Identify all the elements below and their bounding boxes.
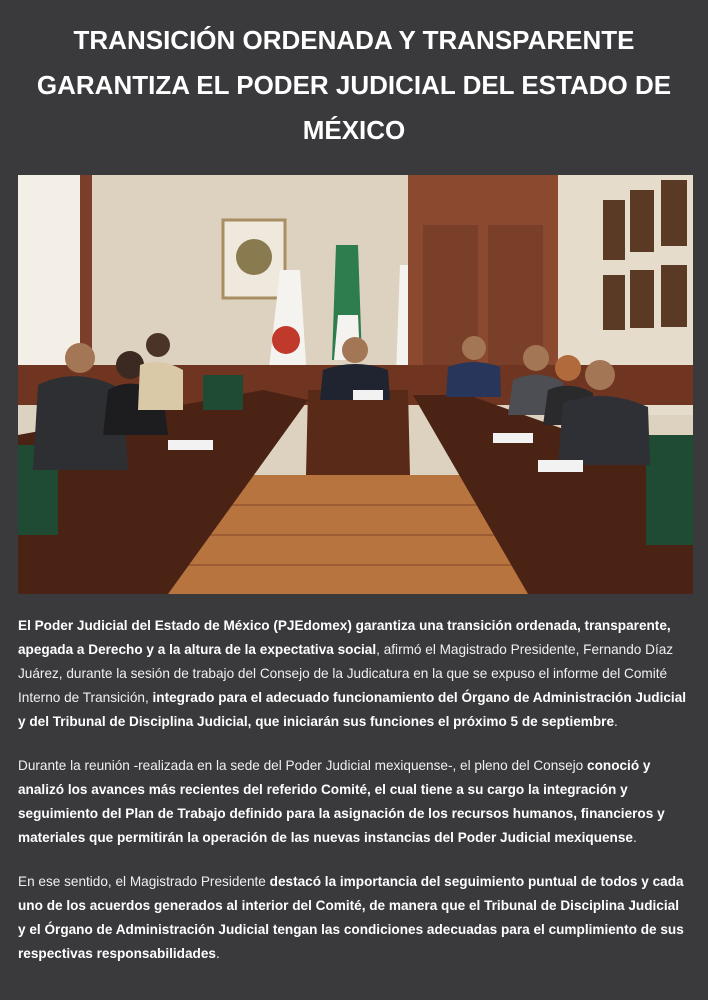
- headline-line: GARANTIZA EL PODER JUDICIAL DEL ESTADO DE: [36, 70, 672, 100]
- body-text: , afirmó el Magistrado Presidente, Fernando Díaz Juárez, durante la sesión de trabajo del Consejo de la Judicatura en la que se expuso el informe del Comité Interno de Transición,: [18, 642, 674, 705]
- bold-text: destacó la importancia del seguimiento puntual de todos y cada uno de los acuerdos generados al interior del Comité, de manera que el Tribunal de Disciplina Judicial y el Órgano de Administración Judicial tengan las condiciones adecuadas para el cumplimiento de sus respectivas responsabilidades: [18, 874, 684, 961]
- body-text: En ese sentido, el Magistrado Presidente: [18, 874, 270, 889]
- headline: [20, 18, 688, 153]
- article-body: [18, 614, 690, 986]
- bold-text: El Poder Judicial del Estado de México (PJEdomex) garantiza una transición ordenada, transparente, apegada a Derecho y a la altura de la expectativa social: [18, 618, 671, 657]
- meeting-photo-icon: [18, 175, 693, 594]
- article-paragraph: [18, 754, 690, 850]
- bold-text: conoció y analizó los avances más recientes del referido Comité, el cual tiene a su cargo la integración y seguimiento del Plan de Trabajo definido para la asignación de los recursos humanos, financieros y materiales que permitirán la operación de las nuevas instancias del Poder Judicial mexiquense: [18, 758, 665, 845]
- body-text: .: [632, 830, 637, 845]
- body-text: Durante la reunión -realizada en la sede del Poder Judicial mexiquense-, el pleno del Consejo: [18, 758, 588, 773]
- body-text: .: [614, 714, 618, 729]
- body-text: .: [215, 946, 220, 961]
- headline-line: MÉXICO: [302, 115, 406, 145]
- bold-text: integrado para el adecuado funcionamiento del Órgano de Administración Judicial y del Tribunal de Disciplina Judicial, que iniciarán sus funciones el próximo 5 de septiembre: [18, 690, 687, 729]
- meeting-photo: [18, 175, 693, 594]
- headline-line: TRANSICIÓN ORDENADA Y TRANSPARENTE: [73, 25, 635, 55]
- article-paragraph: [18, 870, 690, 966]
- article-paragraph: [18, 614, 690, 734]
